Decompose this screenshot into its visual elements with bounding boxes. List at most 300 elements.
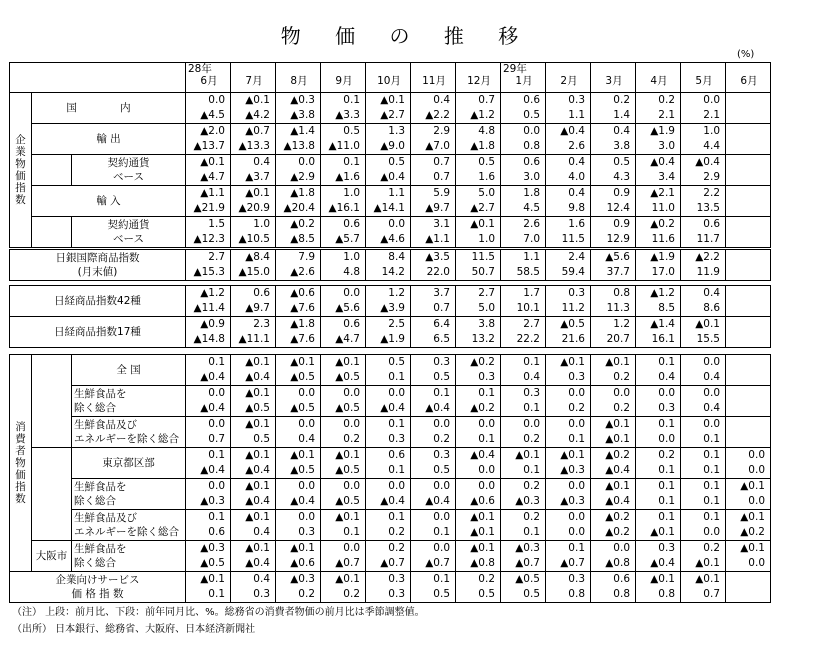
value-yoy: 21.6 bbox=[561, 333, 585, 345]
value-mom: 0.0 bbox=[298, 418, 315, 430]
blank-cell bbox=[32, 448, 72, 541]
value-yoy: 0.1 bbox=[388, 464, 405, 476]
value-yoy: ▲1.1 bbox=[425, 233, 450, 245]
value-yoy: 0.4 bbox=[703, 402, 720, 414]
value-cell bbox=[231, 250, 276, 281]
value-cell bbox=[321, 541, 366, 572]
value-cell bbox=[231, 417, 276, 448]
value-mom: ▲0.1 bbox=[335, 449, 360, 461]
value-cell bbox=[456, 355, 501, 386]
value-cell bbox=[726, 155, 771, 186]
value-yoy: 14.2 bbox=[381, 266, 405, 278]
value-yoy: 0.2 bbox=[433, 433, 450, 445]
value-cell bbox=[546, 479, 591, 510]
value-cell bbox=[411, 155, 456, 186]
value-yoy: ▲1.2 bbox=[470, 109, 495, 121]
row-label bbox=[10, 286, 186, 317]
value-cell bbox=[591, 217, 636, 248]
value-cell bbox=[186, 510, 231, 541]
month-label: 6月 bbox=[200, 75, 218, 87]
value-cell bbox=[501, 286, 546, 317]
value-cell bbox=[501, 250, 546, 281]
value-mom: 0.0 bbox=[568, 418, 585, 430]
value-cell bbox=[276, 217, 321, 248]
value-cell bbox=[186, 479, 231, 510]
corporate-section-label bbox=[10, 93, 32, 248]
value-cell bbox=[726, 250, 771, 281]
value-cell bbox=[681, 417, 726, 448]
value-mom: 0.1 bbox=[208, 356, 225, 368]
value-cell bbox=[366, 510, 411, 541]
value-yoy: 0.5 bbox=[253, 433, 270, 445]
value-yoy: 0.3 bbox=[388, 433, 405, 445]
value-yoy: 11.0 bbox=[651, 202, 675, 214]
value-mom: ▲0.6 bbox=[290, 287, 315, 299]
value-yoy: ▲0.5 bbox=[290, 402, 315, 414]
value-mom: ▲1.8 bbox=[290, 187, 315, 199]
row-label-line2: 除く総合 bbox=[74, 557, 116, 569]
value-yoy: 0.4 bbox=[523, 371, 540, 383]
value-mom: ▲0.1 bbox=[380, 94, 405, 106]
value-cell bbox=[411, 448, 456, 479]
value-yoy: 4.3 bbox=[613, 171, 630, 183]
value-yoy: ▲0.1 bbox=[650, 526, 675, 538]
value-mom: 0.9 bbox=[613, 187, 630, 199]
value-mom: 0.1 bbox=[478, 387, 495, 399]
value-yoy: ▲0.5 bbox=[335, 371, 360, 383]
value-cell bbox=[321, 286, 366, 317]
value-yoy: ▲0.5 bbox=[290, 371, 315, 383]
value-mom: ▲0.2 bbox=[605, 511, 630, 523]
value-yoy: 0.8 bbox=[523, 140, 540, 152]
value-mom: ▲0.3 bbox=[290, 94, 315, 106]
row-label bbox=[10, 317, 186, 348]
value-cell bbox=[411, 317, 456, 348]
value-yoy: 0.5 bbox=[433, 464, 450, 476]
value-cell bbox=[186, 124, 231, 155]
value-yoy: ▲11.0 bbox=[328, 140, 360, 152]
value-yoy: 0.3 bbox=[388, 588, 405, 600]
value-yoy: ▲0.1 bbox=[470, 526, 495, 538]
value-cell bbox=[591, 93, 636, 124]
value-yoy: 0.0 bbox=[568, 526, 585, 538]
value-cell bbox=[321, 386, 366, 417]
value-cell bbox=[321, 479, 366, 510]
value-cell bbox=[411, 186, 456, 217]
value-cell bbox=[186, 286, 231, 317]
corporate-price-table bbox=[9, 62, 771, 248]
value-cell bbox=[636, 93, 681, 124]
value-cell bbox=[366, 386, 411, 417]
value-yoy: 0.1 bbox=[523, 402, 540, 414]
value-mom: 0.1 bbox=[658, 418, 675, 430]
value-yoy: ▲11.4 bbox=[193, 302, 225, 314]
value-cell bbox=[276, 186, 321, 217]
value-cell bbox=[681, 286, 726, 317]
value-cell bbox=[366, 479, 411, 510]
table-row bbox=[10, 479, 771, 510]
value-yoy: 0.2 bbox=[568, 402, 585, 414]
value-cell bbox=[636, 155, 681, 186]
value-yoy: ▲0.4 bbox=[380, 402, 405, 414]
value-cell bbox=[591, 448, 636, 479]
value-yoy: 0.1 bbox=[703, 464, 720, 476]
value-cell bbox=[546, 541, 591, 572]
table-row bbox=[10, 217, 771, 248]
value-cell bbox=[186, 541, 231, 572]
value-mom: 0.1 bbox=[658, 356, 675, 368]
value-yoy: ▲0.6 bbox=[470, 495, 495, 507]
value-cell bbox=[411, 386, 456, 417]
table-row bbox=[10, 186, 771, 217]
value-cell bbox=[591, 386, 636, 417]
value-yoy: 0.1 bbox=[523, 464, 540, 476]
value-mom: 0.6 bbox=[523, 156, 540, 168]
value-yoy: ▲0.3 bbox=[200, 495, 225, 507]
row-label-text: 輸 入 bbox=[96, 195, 121, 207]
year-label bbox=[413, 63, 455, 75]
month-header bbox=[456, 63, 501, 93]
value-yoy: 0.4 bbox=[298, 433, 315, 445]
value-yoy: 0.2 bbox=[298, 588, 315, 600]
value-mom bbox=[726, 417, 765, 432]
value-mom: 0.0 bbox=[523, 125, 540, 137]
value-yoy: 0.6 bbox=[208, 526, 225, 538]
value-cell bbox=[366, 317, 411, 348]
value-cell bbox=[186, 155, 231, 186]
value-mom: 0.5 bbox=[343, 125, 360, 137]
value-yoy: ▲0.4 bbox=[245, 464, 270, 476]
value-yoy: 0.2 bbox=[343, 588, 360, 600]
value-cell bbox=[636, 317, 681, 348]
value-mom bbox=[726, 355, 765, 370]
value-yoy: 11.6 bbox=[651, 233, 675, 245]
value-yoy: 0.5 bbox=[433, 588, 450, 600]
value-yoy: ▲5.7 bbox=[335, 233, 360, 245]
row-label-line2: 価 格 指 数 bbox=[71, 588, 124, 600]
value-yoy: ▲0.3 bbox=[560, 464, 585, 476]
value-cell bbox=[681, 572, 726, 603]
value-cell bbox=[726, 286, 771, 317]
value-mom: 1.0 bbox=[253, 218, 270, 230]
value-cell bbox=[231, 286, 276, 317]
value-cell bbox=[186, 417, 231, 448]
value-cell bbox=[366, 250, 411, 281]
value-yoy: 11.3 bbox=[606, 302, 630, 314]
value-cell bbox=[636, 250, 681, 281]
value-yoy: ▲0.4 bbox=[200, 402, 225, 414]
value-yoy: 0.0 bbox=[748, 557, 765, 569]
month-header bbox=[276, 63, 321, 93]
value-mom: 1.8 bbox=[523, 187, 540, 199]
value-cell bbox=[231, 217, 276, 248]
value-mom bbox=[726, 572, 765, 587]
value-cell bbox=[591, 355, 636, 386]
value-yoy: 5.0 bbox=[478, 302, 495, 314]
value-yoy: ▲0.4 bbox=[605, 464, 630, 476]
month-header bbox=[501, 63, 546, 93]
table-row bbox=[10, 541, 771, 572]
value-yoy: ▲2.7 bbox=[380, 109, 405, 121]
value-mom: 0.9 bbox=[613, 218, 630, 230]
value-yoy: 0.7 bbox=[433, 302, 450, 314]
value-mom: 0.0 bbox=[433, 511, 450, 523]
value-cell bbox=[636, 479, 681, 510]
value-mom: 0.0 bbox=[568, 480, 585, 492]
month-header bbox=[231, 63, 276, 93]
value-yoy bbox=[726, 301, 765, 316]
value-cell bbox=[636, 217, 681, 248]
row-label-line2: 除く総合 bbox=[74, 495, 116, 507]
value-mom: ▲0.5 bbox=[560, 318, 585, 330]
value-mom: ▲0.1 bbox=[245, 187, 270, 199]
value-cell bbox=[186, 217, 231, 248]
value-mom bbox=[726, 124, 765, 139]
page-title: 物 価 の 推 移 bbox=[280, 24, 533, 48]
value-yoy: ▲4.6 bbox=[380, 233, 405, 245]
header-row bbox=[10, 63, 771, 93]
value-yoy: ▲0.4 bbox=[650, 557, 675, 569]
value-cell bbox=[636, 286, 681, 317]
value-mom: 2.5 bbox=[388, 318, 405, 330]
value-mom: 0.0 bbox=[703, 356, 720, 368]
value-mom: 11.5 bbox=[471, 251, 495, 263]
value-yoy: 0.5 bbox=[523, 109, 540, 121]
value-cell bbox=[231, 572, 276, 603]
value-cell bbox=[276, 317, 321, 348]
row-label-text: 国 内 bbox=[66, 102, 151, 114]
value-mom: ▲0.4 bbox=[470, 449, 495, 461]
value-mom: ▲0.1 bbox=[740, 480, 765, 492]
value-mom: 1.6 bbox=[568, 218, 585, 230]
value-yoy: 12.9 bbox=[606, 233, 630, 245]
value-cell bbox=[681, 124, 726, 155]
value-mom: ▲0.2 bbox=[470, 356, 495, 368]
value-mom bbox=[726, 317, 765, 332]
value-mom: 0.1 bbox=[388, 511, 405, 523]
value-cell bbox=[726, 417, 771, 448]
value-cell bbox=[186, 250, 231, 281]
value-mom: ▲1.9 bbox=[650, 125, 675, 137]
value-mom: 3.1 bbox=[433, 218, 450, 230]
value-yoy bbox=[726, 232, 765, 247]
value-mom: 0.0 bbox=[388, 480, 405, 492]
value-mom: 0.1 bbox=[568, 542, 585, 554]
value-cell bbox=[636, 572, 681, 603]
value-yoy: 0.1 bbox=[343, 526, 360, 538]
month-header bbox=[321, 63, 366, 93]
value-yoy: 2.1 bbox=[658, 109, 675, 121]
value-mom: ▲0.1 bbox=[200, 156, 225, 168]
value-cell bbox=[231, 386, 276, 417]
value-mom bbox=[726, 386, 765, 401]
value-yoy: ▲13.3 bbox=[238, 140, 270, 152]
value-cell bbox=[501, 510, 546, 541]
value-mom: 0.0 bbox=[568, 387, 585, 399]
value-yoy: 50.7 bbox=[471, 266, 495, 278]
value-yoy: ▲0.2 bbox=[740, 526, 765, 538]
year-label bbox=[683, 63, 725, 75]
value-yoy: 0.2 bbox=[523, 433, 540, 445]
table-row bbox=[10, 286, 771, 317]
value-mom: ▲0.1 bbox=[245, 387, 270, 399]
value-mom: 1.7 bbox=[523, 287, 540, 299]
value-cell bbox=[231, 355, 276, 386]
value-mom: 0.2 bbox=[523, 480, 540, 492]
row-label-line1: 契約通貨 bbox=[107, 219, 150, 231]
value-yoy: 0.3 bbox=[658, 402, 675, 414]
osaka-city-label bbox=[32, 541, 72, 572]
value-mom: 0.2 bbox=[658, 449, 675, 461]
value-mom: ▲0.1 bbox=[290, 542, 315, 554]
value-cell bbox=[501, 155, 546, 186]
value-yoy: ▲11.1 bbox=[238, 333, 270, 345]
value-yoy bbox=[726, 139, 765, 154]
month-label: 7月 bbox=[245, 75, 263, 87]
value-mom: 0.0 bbox=[613, 542, 630, 554]
value-cell bbox=[276, 124, 321, 155]
row-label bbox=[32, 124, 186, 155]
table-row bbox=[10, 510, 771, 541]
value-yoy: ▲0.5 bbox=[335, 402, 360, 414]
value-mom: ▲1.4 bbox=[650, 318, 675, 330]
value-cell bbox=[636, 124, 681, 155]
value-cell bbox=[321, 448, 366, 479]
value-cell bbox=[546, 93, 591, 124]
value-mom: 0.3 bbox=[568, 573, 585, 585]
value-yoy: ▲0.8 bbox=[605, 557, 630, 569]
value-mom: ▲0.1 bbox=[290, 449, 315, 461]
value-mom: 0.0 bbox=[478, 418, 495, 430]
value-cell bbox=[411, 217, 456, 248]
value-yoy: ▲2.9 bbox=[290, 171, 315, 183]
value-cell bbox=[681, 217, 726, 248]
value-yoy: ▲0.4 bbox=[290, 495, 315, 507]
value-mom: 0.0 bbox=[478, 480, 495, 492]
value-cell bbox=[411, 355, 456, 386]
month-header bbox=[411, 63, 456, 93]
year-label bbox=[278, 63, 320, 75]
value-yoy: 0.1 bbox=[658, 495, 675, 507]
value-mom: ▲1.2 bbox=[200, 287, 225, 299]
value-mom: 0.0 bbox=[298, 387, 315, 399]
value-mom: 0.0 bbox=[568, 511, 585, 523]
year-label bbox=[728, 63, 770, 75]
value-cell bbox=[501, 186, 546, 217]
value-yoy: 2.9 bbox=[703, 171, 720, 183]
value-cell bbox=[411, 572, 456, 603]
value-yoy: 4.0 bbox=[568, 171, 585, 183]
value-mom: 1.1 bbox=[523, 251, 540, 263]
table-row bbox=[10, 124, 771, 155]
value-mom: 0.6 bbox=[613, 573, 630, 585]
value-cell bbox=[681, 250, 726, 281]
year-label bbox=[593, 63, 635, 75]
value-cell bbox=[276, 93, 321, 124]
value-mom: ▲1.2 bbox=[650, 287, 675, 299]
value-mom: 0.1 bbox=[343, 94, 360, 106]
value-cell bbox=[501, 386, 546, 417]
table-row bbox=[10, 386, 771, 417]
value-mom: 0.0 bbox=[703, 418, 720, 430]
value-mom: 0.1 bbox=[523, 356, 540, 368]
value-mom: 0.1 bbox=[388, 418, 405, 430]
value-cell bbox=[546, 186, 591, 217]
value-mom: ▲0.1 bbox=[695, 573, 720, 585]
value-yoy: 0.0 bbox=[658, 433, 675, 445]
value-cell bbox=[726, 93, 771, 124]
value-mom: ▲0.1 bbox=[740, 511, 765, 523]
value-cell bbox=[456, 317, 501, 348]
value-mom: 0.0 bbox=[388, 218, 405, 230]
value-mom: ▲0.1 bbox=[245, 542, 270, 554]
row-label-text: 全 国 bbox=[116, 364, 141, 376]
year-label bbox=[458, 63, 500, 75]
month-label: 5月 bbox=[695, 75, 713, 87]
value-yoy: ▲0.5 bbox=[335, 495, 360, 507]
row-label-text: 日経商品指数42種 bbox=[54, 295, 141, 307]
value-mom: ▲0.1 bbox=[605, 418, 630, 430]
value-yoy: ▲3.8 bbox=[290, 109, 315, 121]
value-cell bbox=[276, 479, 321, 510]
value-cell bbox=[186, 355, 231, 386]
value-mom: ▲0.9 bbox=[200, 318, 225, 330]
value-mom: 0.0 bbox=[298, 480, 315, 492]
value-cell bbox=[366, 155, 411, 186]
row-label bbox=[72, 355, 186, 386]
value-mom: 0.0 bbox=[388, 387, 405, 399]
value-cell bbox=[456, 448, 501, 479]
value-yoy: ▲7.6 bbox=[290, 302, 315, 314]
value-cell bbox=[186, 93, 231, 124]
value-cell bbox=[321, 155, 366, 186]
value-yoy: 0.1 bbox=[388, 371, 405, 383]
value-yoy: ▲0.3 bbox=[515, 495, 540, 507]
blank-cell bbox=[32, 355, 72, 448]
value-cell bbox=[366, 541, 411, 572]
value-yoy: 37.7 bbox=[606, 266, 630, 278]
value-mom: 0.0 bbox=[433, 418, 450, 430]
value-cell bbox=[186, 186, 231, 217]
value-yoy: ▲0.7 bbox=[380, 557, 405, 569]
value-cell bbox=[726, 317, 771, 348]
value-cell bbox=[591, 317, 636, 348]
value-cell bbox=[321, 417, 366, 448]
value-yoy: 9.8 bbox=[568, 202, 585, 214]
row-label-line1: 日銀国際商品指数 bbox=[55, 252, 140, 264]
value-mom: ▲0.1 bbox=[335, 356, 360, 368]
value-yoy: 0.1 bbox=[658, 464, 675, 476]
value-mom: ▲0.1 bbox=[335, 573, 360, 585]
row-label-line1: 生鮮食品を bbox=[74, 543, 127, 555]
month-label: 8月 bbox=[290, 75, 308, 87]
value-cell bbox=[681, 448, 726, 479]
value-yoy: ▲0.2 bbox=[605, 526, 630, 538]
value-cell bbox=[411, 417, 456, 448]
month-label: 4月 bbox=[650, 75, 668, 87]
value-cell bbox=[186, 317, 231, 348]
value-mom: 6.4 bbox=[433, 318, 450, 330]
value-cell bbox=[501, 448, 546, 479]
row-label-line1: 生鮮食品を bbox=[74, 388, 127, 400]
value-yoy: 0.0 bbox=[703, 526, 720, 538]
value-cell bbox=[726, 386, 771, 417]
value-mom: 0.0 bbox=[613, 387, 630, 399]
value-cell bbox=[726, 355, 771, 386]
value-cell bbox=[231, 510, 276, 541]
value-yoy: ▲0.4 bbox=[200, 371, 225, 383]
value-cell bbox=[231, 541, 276, 572]
